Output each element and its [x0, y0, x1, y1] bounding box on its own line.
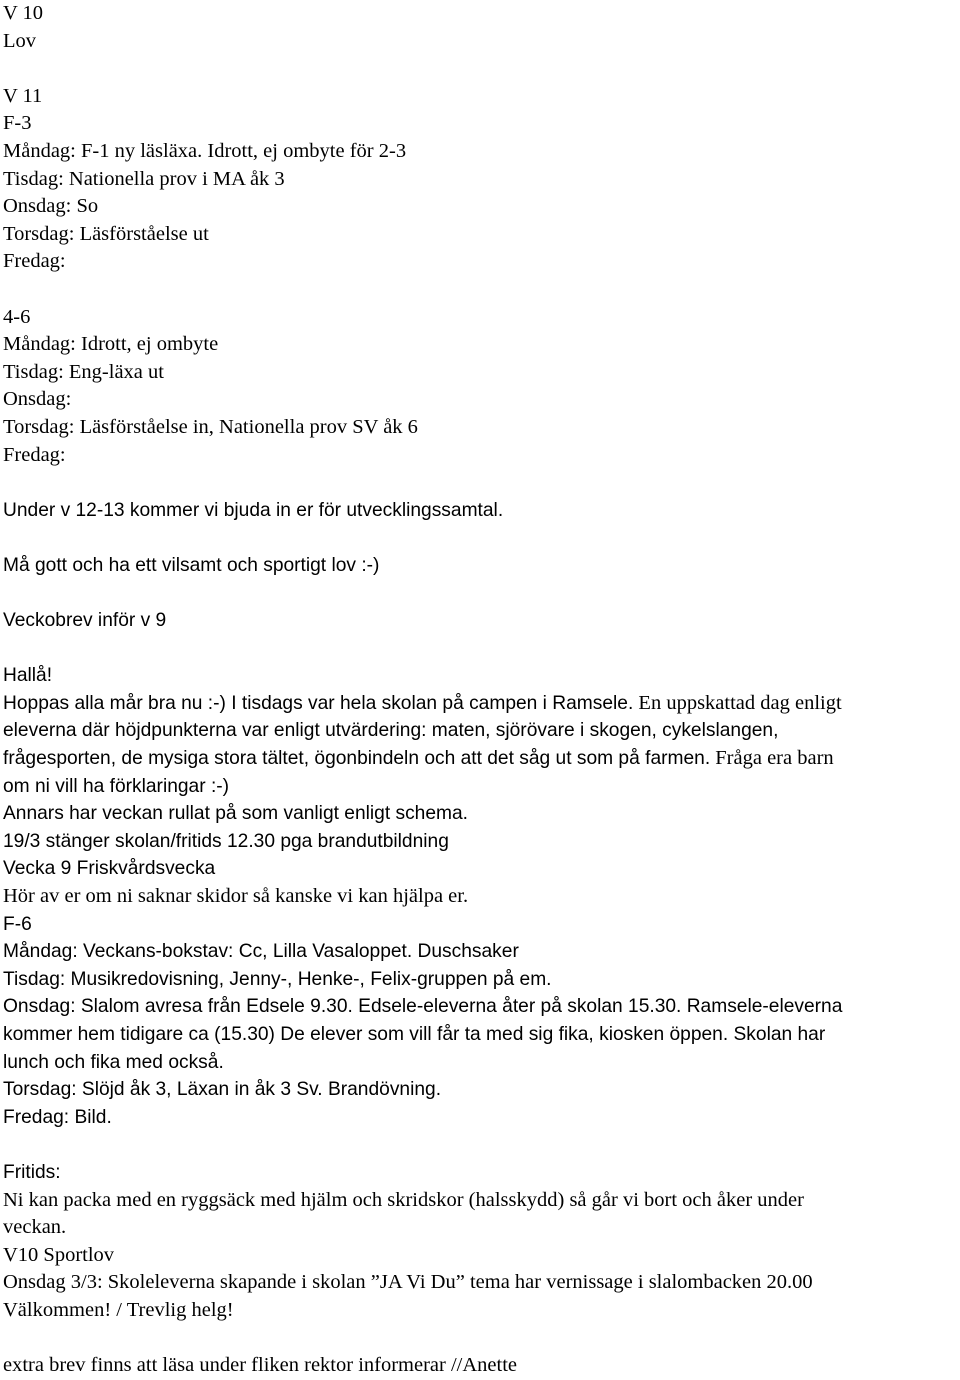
- f3-thursday: Torsdag: Läsförståelse ut: [3, 222, 209, 245]
- g46-wednesday: Onsdag:: [3, 388, 72, 411]
- sportlov-line: V10 Sportlov: [3, 1243, 115, 1266]
- spacer: [3, 55, 960, 83]
- intro-line-3-sans: frågesporten, de mysiga stora tältet, ögonbindeln och att det såg ut som på farmen.: [3, 748, 711, 770]
- f6-wednesday-2: kommer hem tidigare ca (15.30) De elever som vill får ta med sig fika, kiosken öppen. Skolan har: [3, 1023, 826, 1045]
- f3-tuesday: Tisdag: Nationella prov i MA åk 3: [3, 167, 285, 190]
- intro-line-1-serif: En uppskattad dag enligt: [633, 691, 842, 714]
- fritids-line-1: Ni kan packa med en ryggsäck med hjälm och skridskor (halsskydd) så går vi bort och åker under: [3, 1188, 804, 1211]
- week-9-heading: Veckobrev inför v 9: [3, 610, 167, 632]
- skis-line: Hör av er om ni saknar skidor så kanske vi kan hjälpa er.: [3, 885, 469, 907]
- f6-thursday: Torsdag: Slöjd åk 3, Läxan in åk 3 Sv. Brandövning.: [3, 1079, 442, 1101]
- f3-monday: Måndag: F-1 ny läsläxa. Idrott, ej ombyte för 2-3: [3, 139, 407, 162]
- f6-wednesday-3: lunch och fika med också.: [3, 1051, 224, 1073]
- hello-line: Hallå!: [3, 665, 53, 687]
- spacer: [3, 579, 960, 607]
- fritids-line-2: veckan.: [3, 1216, 67, 1239]
- g46-thursday: Torsdag: Läsförståelse in, Nationella prov SV åk 6: [3, 415, 418, 438]
- footer-note: extra brev finns att läsa under fliken rektor informerar //Anette: [3, 1354, 518, 1377]
- spacer: [3, 524, 960, 552]
- vernissage-line: Onsdag 3/3: Skoleleverna skapande i skolan ”JA Vi Du” tema har vernissage i slalombacken 20.00: [3, 1271, 813, 1294]
- newsletter-page: [3, 0, 960, 1380]
- intro-line-1: [3, 690, 960, 718]
- week-11-label: V 11: [3, 84, 43, 107]
- group-f3-title: F-3: [3, 112, 32, 135]
- f3-wednesday: Onsdag: So: [3, 195, 99, 218]
- conference-note: Under v 12-13 kommer vi bjuda in er för utvecklingssamtal.: [3, 499, 504, 521]
- spacer: [3, 469, 960, 497]
- intro-line-3-serif: Fråga era barn: [710, 747, 834, 770]
- f6-monday: Måndag: Veckans-bokstav: Cc, Lilla Vasaloppet. Duschsaker: [3, 941, 519, 963]
- holiday-greeting: Må gott och ha ett vilsamt och sportigt lov :-): [3, 554, 380, 576]
- closing-line: 19/3 stänger skolan/fritids 12.30 pga brandutbildning: [3, 830, 449, 852]
- intro-line-4: [3, 773, 960, 801]
- fritids-heading: Fritids:: [3, 1161, 61, 1183]
- spacer: [3, 1325, 960, 1353]
- intro-line-2-sans: eleverna där höjdpunkterna var enligt utvärdering: maten, sjörövare i skogen, cykelslangen,: [3, 720, 779, 742]
- group-46-title: 4-6: [3, 305, 31, 328]
- week-theme-line: Vecka 9 Friskvårdsvecka: [3, 858, 216, 880]
- routine-line: Annars har veckan rullat på som vanligt enligt schema.: [3, 803, 468, 825]
- f6-friday: Fredag: Bild.: [3, 1106, 112, 1128]
- intro-line-4-sans: om ni vill ha förklaringar :-): [3, 775, 230, 797]
- welcome-line: Välkommen! / Trevlig helg!: [3, 1298, 234, 1321]
- f3-friday: Fredag:: [3, 250, 66, 273]
- week-10-text: Lov: [3, 29, 37, 52]
- f6-wednesday-1: Onsdag: Slalom avresa från Edsele 9.30. Edsele-eleverna åter på skolan 15.30. Ramsele-eleverna: [3, 996, 843, 1018]
- week-10-label: V 10: [3, 2, 44, 24]
- spacer: [3, 635, 960, 663]
- group-f6-title: F-6: [3, 913, 32, 935]
- g46-tuesday: Tisdag: Eng-läxa ut: [3, 360, 164, 383]
- intro-line-1-sans: Hoppas alla mår bra nu :-) I tisdags var hela skolan på campen i Ramsele.: [3, 692, 634, 714]
- spacer: [3, 1131, 960, 1159]
- g46-monday: Måndag: Idrott, ej ombyte: [3, 333, 219, 356]
- g46-friday: Fredag:: [3, 443, 66, 466]
- intro-line-3: [3, 745, 960, 773]
- intro-line-2: [3, 717, 960, 745]
- spacer: [3, 276, 960, 304]
- f6-tuesday: Tisdag: Musikredovisning, Jenny-, Henke-, Felix-gruppen på em.: [3, 968, 552, 990]
